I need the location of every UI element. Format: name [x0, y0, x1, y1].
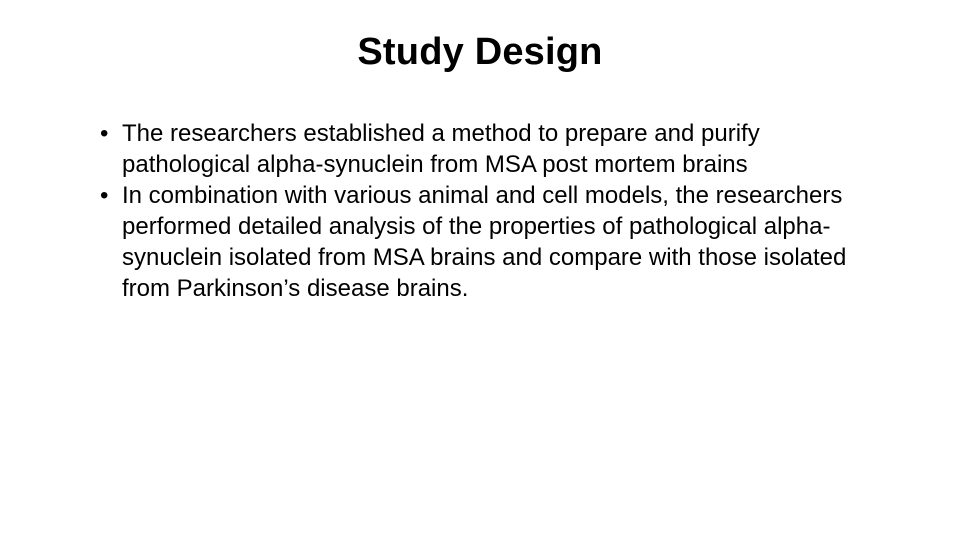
bullet-text: In combination with various animal and cell models, the researchers performed detailed analysis of the properties of pathological alpha-synuclein isolated from MSA brains and compare with those isolated from Parkinson’s disease brains. [122, 182, 847, 302]
bullet-list [100, 118, 890, 304]
bullet-item [100, 118, 890, 180]
bullet-marker: • [100, 120, 109, 147]
bullet-item [100, 180, 890, 304]
bullet-text: The researchers established a method to prepare and purify pathological alpha-synuclein from MSA post mortem brains [122, 120, 760, 178]
bullet-marker: • [100, 182, 109, 209]
slide-title: Study Design [357, 31, 603, 73]
